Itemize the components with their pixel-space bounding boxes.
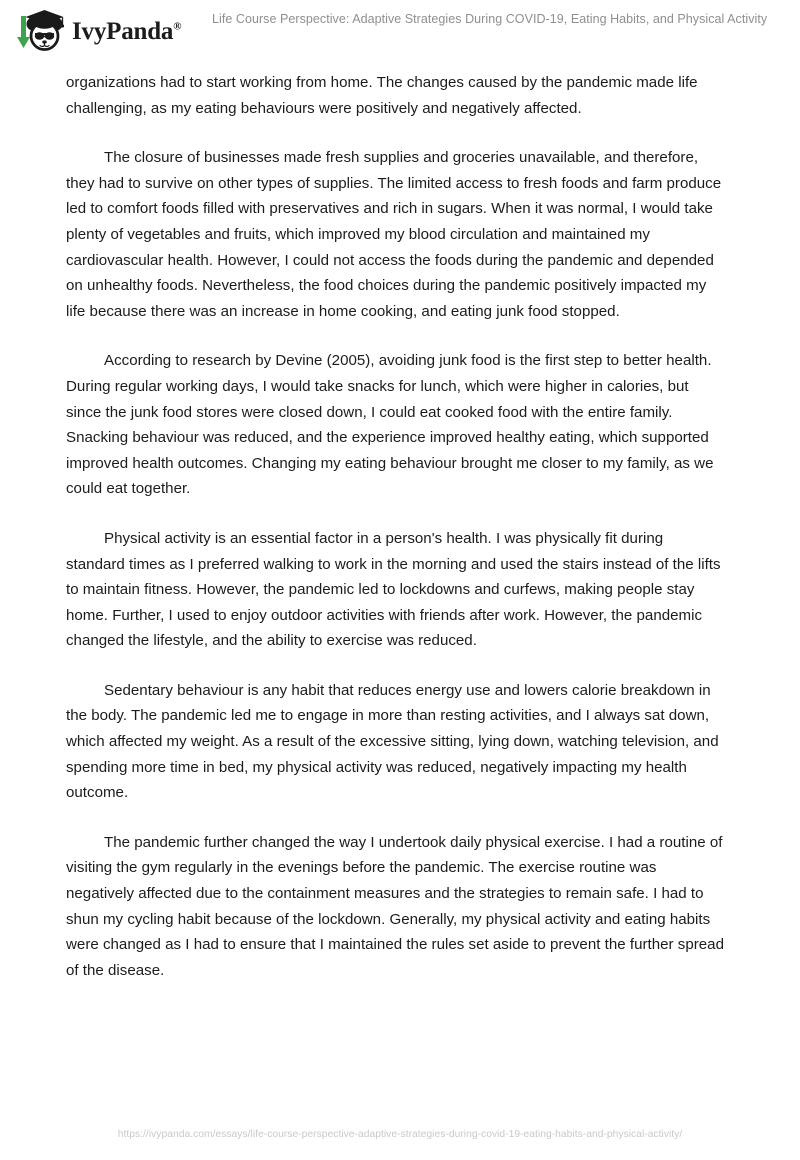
- page-header: [0, 0, 800, 62]
- body-paragraph: According to research by Devine (2005), avoiding junk food is the first step to better health. During regular working days, I would take snacks for lunch, which were higher in calories, but since the junk food stores were closed down, I could eat cooked food with the entire family. Snacking behaviour was reduced, and the experience improved healthy eating, which supported improved health outcomes. Changing my eating behaviour brought me closer to my family, as we could eat together.: [66, 352, 714, 498]
- source-url-link[interactable]: https://ivypanda.com/essays/life-course-perspective-adaptive-strategies-during-covid-19-eating-habits-and-physical-activity/: [117, 1129, 683, 1140]
- brand-logo[interactable]: [14, 6, 181, 56]
- body-paragraph: Sedentary behaviour is any habit that reduces energy use and lowers calorie breakdown in the body. The pandemic led me to engage in more than resting activities, and I always sat down, which affected my weight. As a result of the excessive sitting, lying down, watching television, and spending more time in bed, my physical activity was reduced, negatively impacting my health outcome.: [66, 681, 719, 802]
- body-paragraph: The closure of businesses made fresh supplies and groceries unavailable, and therefore, they had to survive on other types of supplies. The limited access to fresh foods and farm produce led to comfort foods filled with preservatives and rich in sugars. When it was normal, I would take plenty of vegetables and fruits, which improved my blood circulation and maintained my cardiovascular health. However, I could not access the foods during the pandemic and depended on unhealthy foods. Nevertheless, the food choices during the pandemic positively impacted my life because there was an increase in home cooking, and eating junk food stopped.: [66, 149, 722, 320]
- body-paragraph: The pandemic further changed the way I undertook daily physical exercise. I had a routine of visiting the gym regularly in the evenings before the pandemic. The exercise routine was negatively affected due to the containment measures and the strategies to remain safe. I had to shun my cycling habit because of the lockdown. Generally, my physical activity and eating habits were changed as I had to ensure that I maintained the rules set aside to prevent the further spread of the disease.: [66, 833, 724, 979]
- essay-body: [66, 70, 724, 983]
- brand-trademark-symbol: ®: [173, 20, 182, 33]
- document-header-title: Life Course Perspective: Adaptive Strategies During COVID-19, Eating Habits, and Physical Activity: [212, 12, 768, 26]
- body-paragraph: organizations had to start working from home. The changes caused by the pandemic made life challenging, as my eating behaviours were positively and negatively affected.: [66, 74, 698, 117]
- page-footer: [0, 1124, 800, 1142]
- panda-graduate-icon: [14, 6, 66, 56]
- brand-wordmark: [72, 19, 181, 44]
- body-paragraph: Physical activity is an essential factor in a person's health. I was physically fit during standard times as I preferred walking to work in the morning and used the stairs instead of the lifts to maintain fitness. However, the pandemic led to lockdowns and curfews, making people stay home. Further, I used to enjoy outdoor activities with friends after work. However, the pandemic changed the lifestyle, and the ability to exercise was reduced.: [66, 529, 721, 650]
- brand-name-text: IvyPanda: [72, 17, 174, 45]
